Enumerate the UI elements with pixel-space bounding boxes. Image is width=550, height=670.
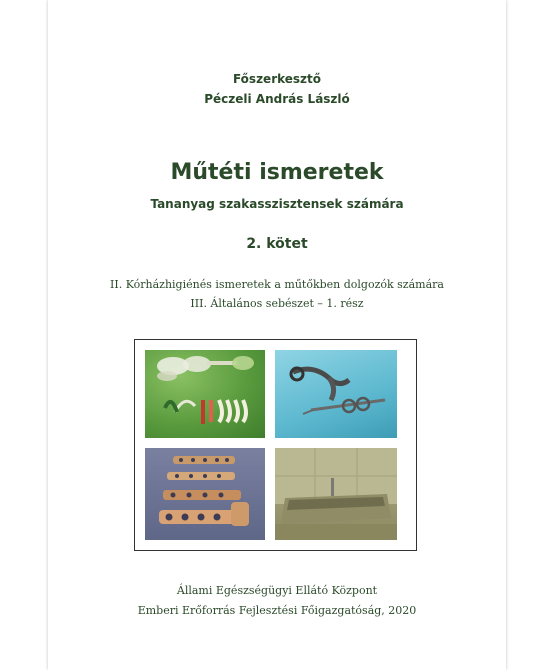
volume-label: 2. kötet xyxy=(246,236,308,252)
book-subtitle: Tananyag szakasszisztensek számára xyxy=(150,197,404,211)
editor-name: Péczeli András László xyxy=(204,92,350,106)
part-line-2: III. Általános sebészet – 1. rész xyxy=(190,297,364,310)
publisher-line-2: Emberi Erőforrás Fejlesztési Főigazgatóság, 2020 xyxy=(137,604,417,617)
photo-surgical-forceps xyxy=(275,350,397,438)
book-title: Műtéti ismeretek xyxy=(170,160,384,185)
photo-bone-plates xyxy=(145,448,265,540)
publisher-line-1: Állami Egészségügyi Ellátó Központ xyxy=(176,584,378,597)
editor-label: Főszerkesztő xyxy=(232,72,322,86)
book-cover xyxy=(48,0,506,670)
photo-scrub-sink xyxy=(275,448,397,540)
part-line-1: II. Kórházhigiénés ismeretek a műtőkben dolgozók számára xyxy=(110,278,444,291)
photo-breathing-bag-and-tubes xyxy=(145,350,265,438)
photo-grid xyxy=(134,339,417,551)
